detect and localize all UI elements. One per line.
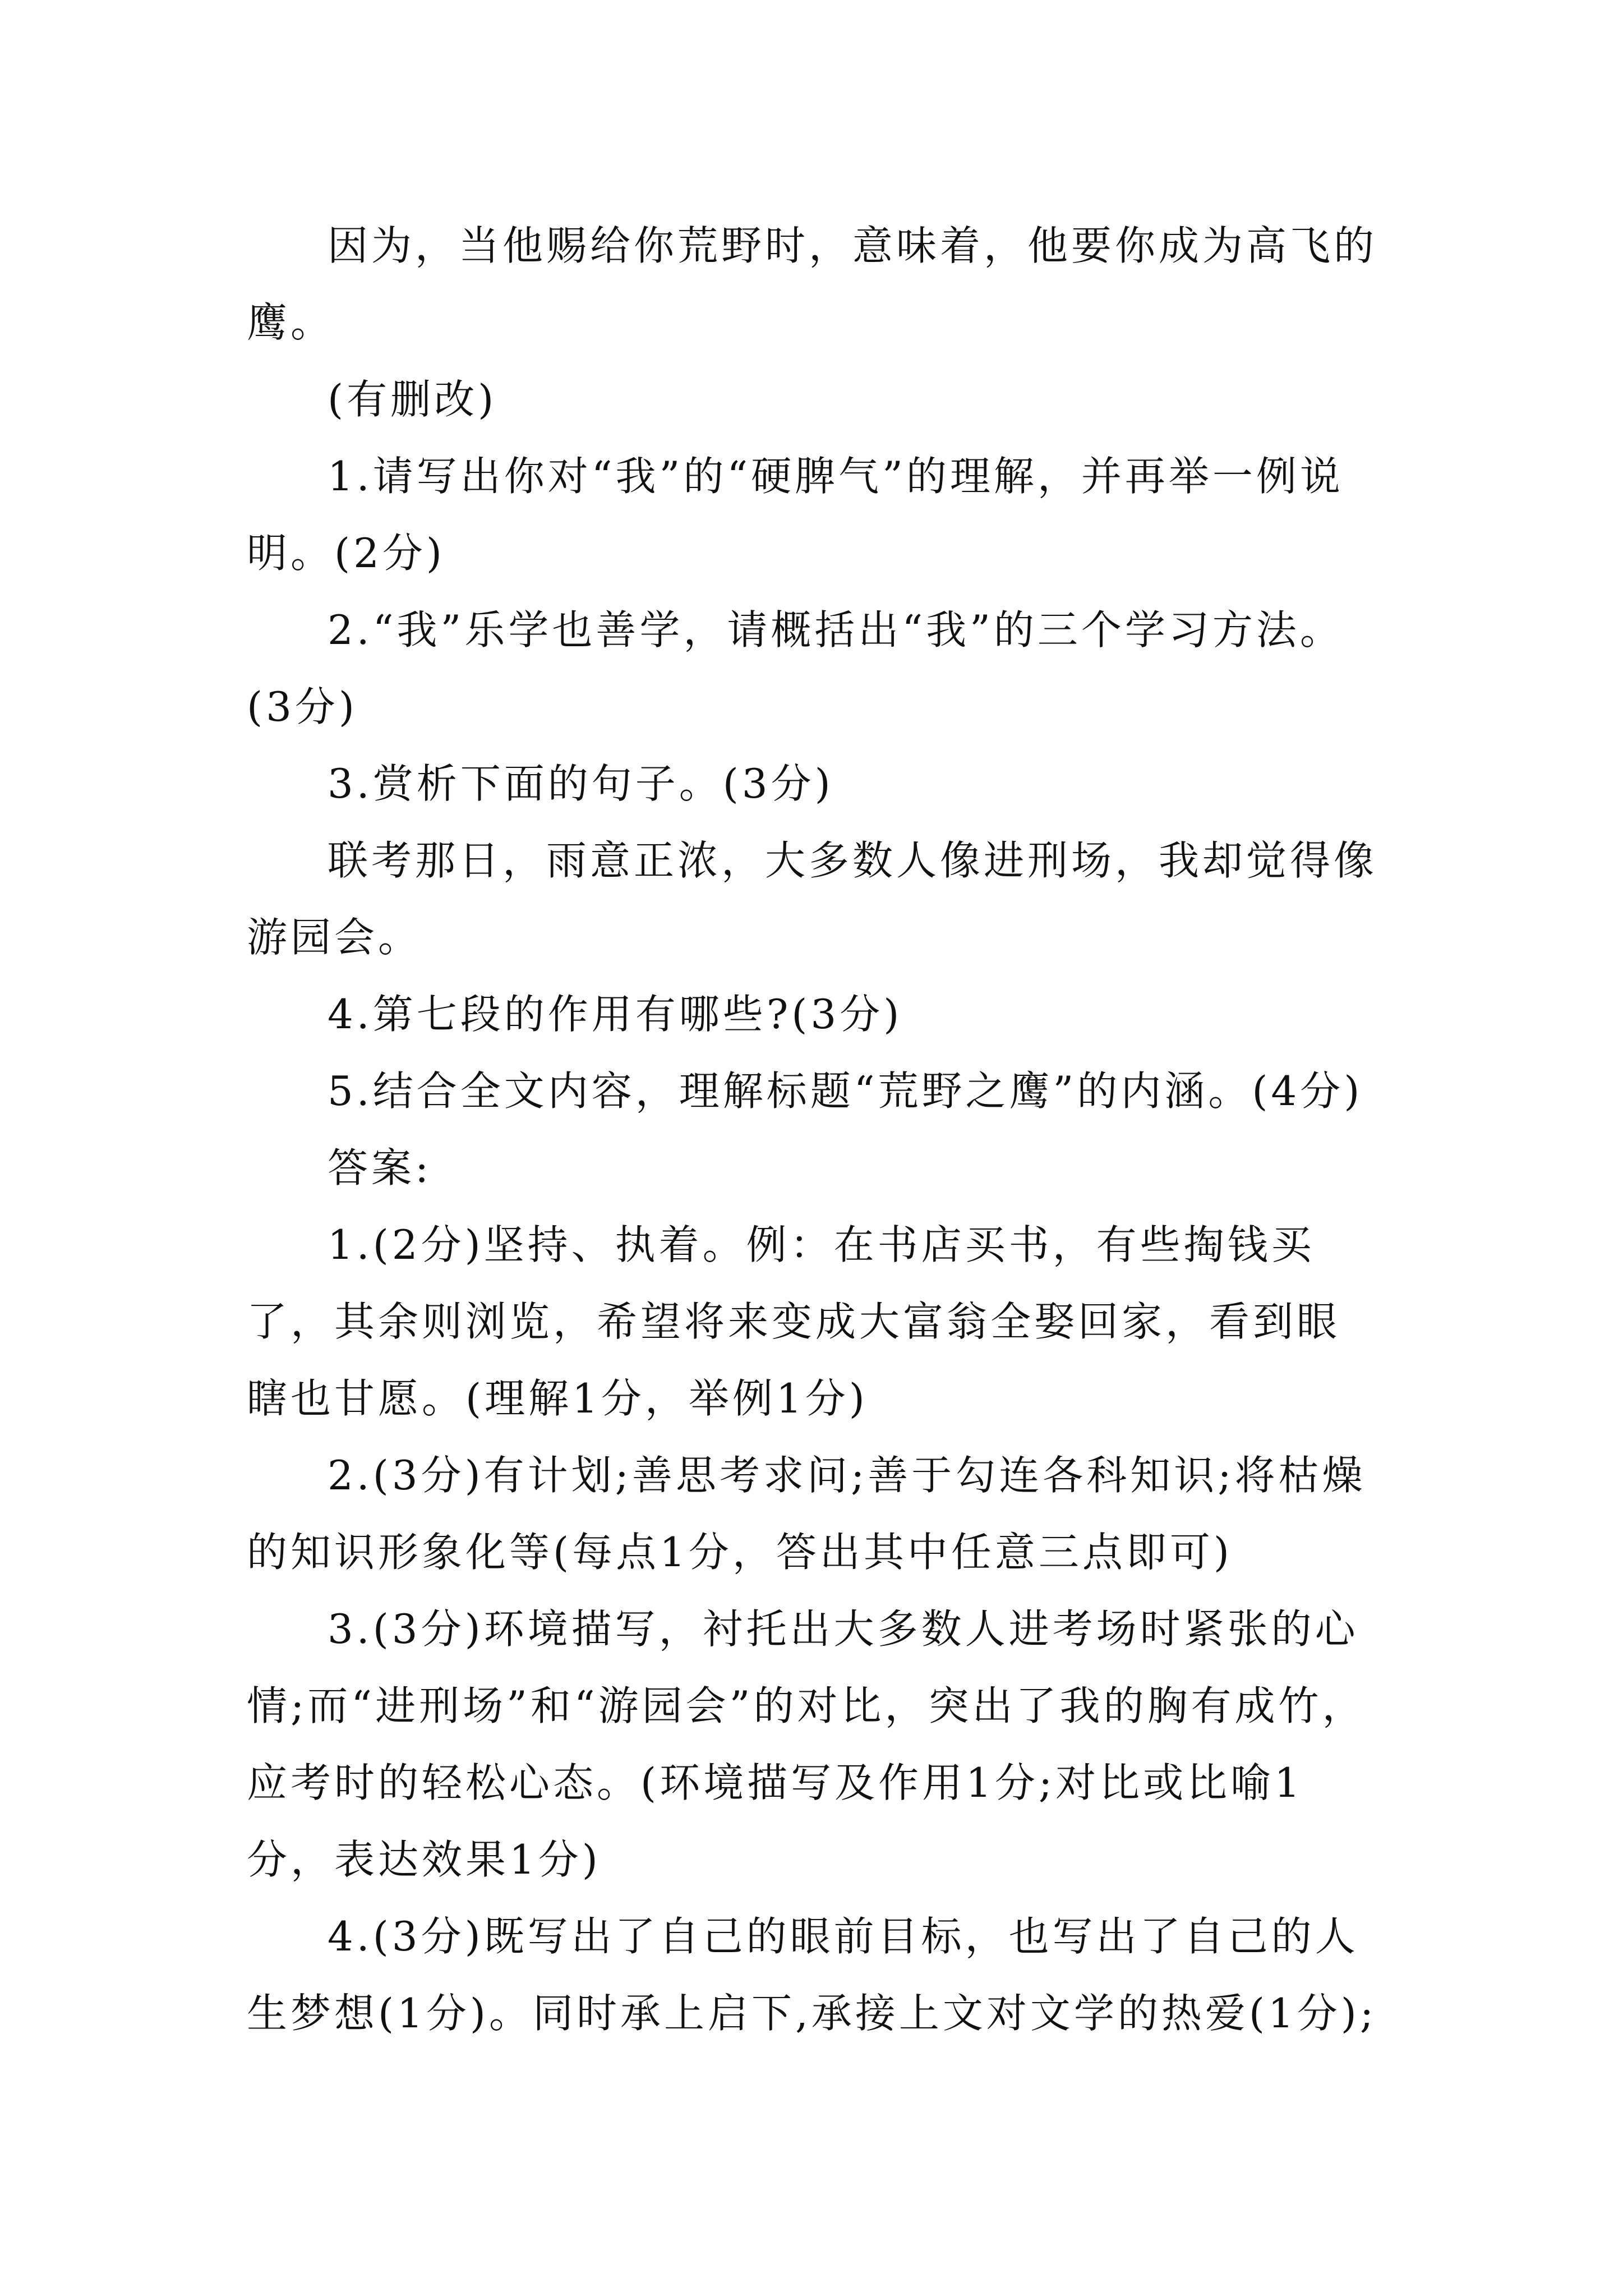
answer-4: 4.(3分)既写出了自己的眼前目标，也写出了自己的人生梦想(1分)。同时承上启下,承接上文对文学的热爱(1分); (247, 1913, 1377, 2037)
answer-3: 3.(3分)环境描写，衬托出大多数人进考场时紧张的心情;而“进刑场”和“游园会”的对比，突出了我的胸有成竹，应考时的轻松心态。(环境描写及作用1分;对比或比喻1分，表达效果1分) (247, 1605, 1366, 1883)
question-3: 3.赏析下面的句子。(3分) (328, 760, 834, 807)
question-4: 4.第七段的作用有哪些?(3分) (328, 991, 903, 1038)
answers-heading: 答案: (328, 1144, 432, 1191)
quoted-sentence: 联考那日，雨意正浓，大多数人像进刑场，我却觉得像游园会。 (247, 837, 1378, 961)
paragraph-conclusion: 因为，当他赐给你荒野时，意味着，他要你成为高飞的鹰。 (247, 222, 1378, 346)
answer-2: 2.(3分)有计划;善思考求问;善于勾连各科知识;将枯燥的知识形象化等(每点1分，答出其中任意三点即可) (247, 1452, 1366, 1576)
question-5: 5.结合全文内容，理解标题“荒野之鹰”的内涵。(4分) (328, 1068, 1363, 1115)
answer-1: 1.(2分)坚持、执着。例：在书店买书，有些掏钱买了，其余则浏览，希望将来变成大富翁全娶回家，看到眼瞎也甘愿。(理解1分，举例1分) (247, 1221, 1341, 1422)
document-body (247, 208, 1380, 2052)
paragraph-source-note: (有删改) (328, 376, 497, 423)
question-2: 2.“我”乐学也善学，请概括出“我”的三个学习方法。(3分) (247, 606, 1344, 730)
question-1: 1.请写出你对“我”的“硬脾气”的理解，并再举一例说明。(2分) (247, 453, 1344, 577)
